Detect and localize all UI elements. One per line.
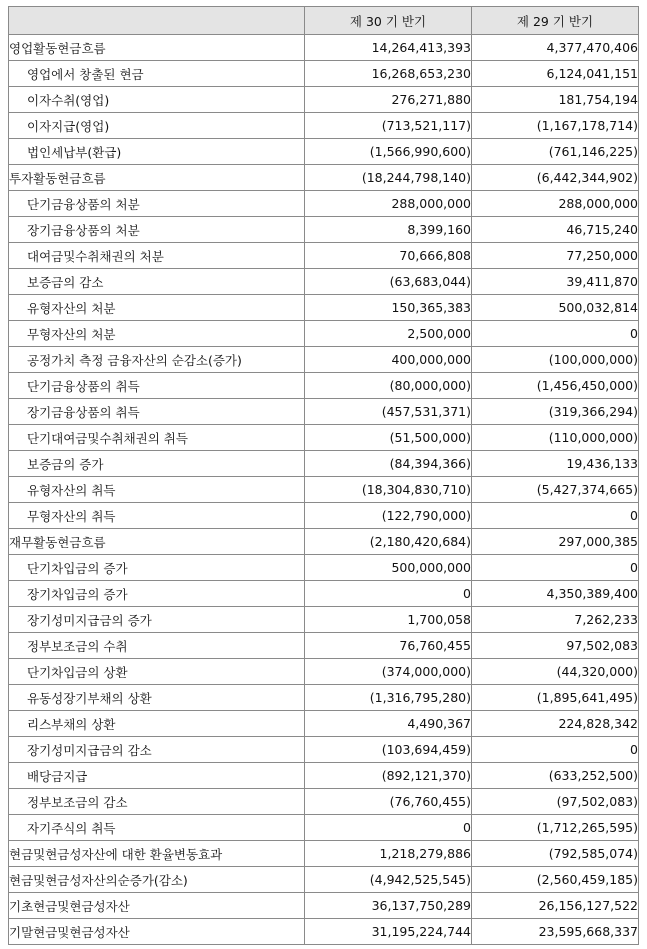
current-period-value: (2,180,420,684) xyxy=(305,529,472,555)
table-row xyxy=(9,139,639,165)
prior-period-value: 6,124,041,151 xyxy=(472,61,639,87)
current-period-value: 8,399,160 xyxy=(305,217,472,243)
prior-period-value: 181,754,194 xyxy=(472,87,639,113)
prior-period-value: 39,411,870 xyxy=(472,269,639,295)
current-period-value: 36,137,750,289 xyxy=(305,893,472,919)
current-period-value: 16,268,653,230 xyxy=(305,61,472,87)
table-row xyxy=(9,191,639,217)
prior-period-value: (100,000,000) xyxy=(472,347,639,373)
table-row xyxy=(9,737,639,763)
row-label: 장기성미지급금의 감소 xyxy=(9,737,305,763)
table-row xyxy=(9,425,639,451)
row-label: 단기대여금및수취채권의 취득 xyxy=(9,425,305,451)
prior-period-value: 4,377,470,406 xyxy=(472,35,639,61)
current-period-value: (713,521,117) xyxy=(305,113,472,139)
row-label: 유형자산의 취득 xyxy=(9,477,305,503)
current-period-value: 1,700,058 xyxy=(305,607,472,633)
row-label: 장기금융상품의 처분 xyxy=(9,217,305,243)
row-label: 장기성미지급금의 증가 xyxy=(9,607,305,633)
current-period-value: 14,264,413,393 xyxy=(305,35,472,61)
table-row xyxy=(9,321,639,347)
prior-period-value: 224,828,342 xyxy=(472,711,639,737)
current-period-value: (84,394,366) xyxy=(305,451,472,477)
prior-period-value: 0 xyxy=(472,503,639,529)
current-period-value: 400,000,000 xyxy=(305,347,472,373)
row-label: 투자활동현금흐름 xyxy=(9,165,305,191)
table-row xyxy=(9,919,639,945)
current-period-value: 0 xyxy=(305,581,472,607)
row-label: 배당금지급 xyxy=(9,763,305,789)
table-row xyxy=(9,581,639,607)
prior-period-value: 26,156,127,522 xyxy=(472,893,639,919)
prior-period-value: 4,350,389,400 xyxy=(472,581,639,607)
table-row xyxy=(9,659,639,685)
table-row xyxy=(9,789,639,815)
header-prior-period: 제 29 기 반기 xyxy=(472,7,639,35)
cash-flow-table xyxy=(8,6,639,945)
current-period-value: (457,531,371) xyxy=(305,399,472,425)
row-label: 기말현금및현금성자산 xyxy=(9,919,305,945)
prior-period-value: (5,427,374,665) xyxy=(472,477,639,503)
current-period-value: (80,000,000) xyxy=(305,373,472,399)
current-period-value: (18,304,830,710) xyxy=(305,477,472,503)
current-period-value: (63,683,044) xyxy=(305,269,472,295)
table-row xyxy=(9,217,639,243)
prior-period-value: 19,436,133 xyxy=(472,451,639,477)
current-period-value: 2,500,000 xyxy=(305,321,472,347)
current-period-value: (51,500,000) xyxy=(305,425,472,451)
table-row xyxy=(9,685,639,711)
prior-period-value: (1,456,450,000) xyxy=(472,373,639,399)
prior-period-value: (319,366,294) xyxy=(472,399,639,425)
table-row xyxy=(9,815,639,841)
row-label: 현금및현금성자산에 대한 환율변동효과 xyxy=(9,841,305,867)
prior-period-value: 0 xyxy=(472,321,639,347)
current-period-value: (76,760,455) xyxy=(305,789,472,815)
prior-period-value: 500,032,814 xyxy=(472,295,639,321)
table-row xyxy=(9,165,639,191)
table-row xyxy=(9,399,639,425)
row-label: 장기금융상품의 취득 xyxy=(9,399,305,425)
current-period-value: (1,316,795,280) xyxy=(305,685,472,711)
row-label: 법인세납부(환급) xyxy=(9,139,305,165)
row-label: 단기차입금의 증가 xyxy=(9,555,305,581)
current-period-value: 70,666,808 xyxy=(305,243,472,269)
prior-period-value: (1,167,178,714) xyxy=(472,113,639,139)
table-row xyxy=(9,451,639,477)
table-row xyxy=(9,243,639,269)
current-period-value: 4,490,367 xyxy=(305,711,472,737)
row-label: 리스부채의 상환 xyxy=(9,711,305,737)
prior-period-value: (44,320,000) xyxy=(472,659,639,685)
prior-period-value: (633,252,500) xyxy=(472,763,639,789)
table-row xyxy=(9,711,639,737)
table-row xyxy=(9,61,639,87)
row-label: 이자수취(영업) xyxy=(9,87,305,113)
current-period-value: 276,271,880 xyxy=(305,87,472,113)
prior-period-value: 7,262,233 xyxy=(472,607,639,633)
row-label: 재무활동현금흐름 xyxy=(9,529,305,555)
row-label: 기초현금및현금성자산 xyxy=(9,893,305,919)
header-row xyxy=(9,7,639,35)
prior-period-value: (1,712,265,595) xyxy=(472,815,639,841)
header-blank-cell xyxy=(9,7,305,35)
row-label: 유동성장기부채의 상환 xyxy=(9,685,305,711)
current-period-value: (1,566,990,600) xyxy=(305,139,472,165)
row-label: 단기차입금의 상환 xyxy=(9,659,305,685)
row-label: 정부보조금의 수취 xyxy=(9,633,305,659)
prior-period-value: 97,502,083 xyxy=(472,633,639,659)
row-label: 공정가치 측정 금융자산의 순감소(증가) xyxy=(9,347,305,373)
row-label: 영업에서 창출된 현금 xyxy=(9,61,305,87)
header-current-period: 제 30 기 반기 xyxy=(305,7,472,35)
table-row xyxy=(9,347,639,373)
current-period-value: 1,218,279,886 xyxy=(305,841,472,867)
table-row xyxy=(9,295,639,321)
current-period-value: (4,942,525,545) xyxy=(305,867,472,893)
current-period-value: 288,000,000 xyxy=(305,191,472,217)
current-period-value: 150,365,383 xyxy=(305,295,472,321)
prior-period-value: 0 xyxy=(472,555,639,581)
table-row xyxy=(9,503,639,529)
table-row xyxy=(9,529,639,555)
row-label: 대여금및수취채권의 처분 xyxy=(9,243,305,269)
row-label: 자기주식의 취득 xyxy=(9,815,305,841)
row-label: 현금및현금성자산의순증가(감소) xyxy=(9,867,305,893)
current-period-value: (374,000,000) xyxy=(305,659,472,685)
row-label: 단기금융상품의 처분 xyxy=(9,191,305,217)
table-row xyxy=(9,555,639,581)
cash-flow-statement xyxy=(8,6,639,945)
row-label: 무형자산의 취득 xyxy=(9,503,305,529)
prior-period-value: 46,715,240 xyxy=(472,217,639,243)
row-label: 유형자산의 처분 xyxy=(9,295,305,321)
table-row xyxy=(9,269,639,295)
prior-period-value: 288,000,000 xyxy=(472,191,639,217)
prior-period-value: 77,250,000 xyxy=(472,243,639,269)
prior-period-value: (110,000,000) xyxy=(472,425,639,451)
row-label: 무형자산의 처분 xyxy=(9,321,305,347)
current-period-value: (892,121,370) xyxy=(305,763,472,789)
prior-period-value: (1,895,641,495) xyxy=(472,685,639,711)
row-label: 장기차입금의 증가 xyxy=(9,581,305,607)
current-period-value: (122,790,000) xyxy=(305,503,472,529)
current-period-value: (103,694,459) xyxy=(305,737,472,763)
table-row xyxy=(9,607,639,633)
prior-period-value: 0 xyxy=(472,737,639,763)
prior-period-value: (2,560,459,185) xyxy=(472,867,639,893)
row-label: 보증금의 감소 xyxy=(9,269,305,295)
row-label: 정부보조금의 감소 xyxy=(9,789,305,815)
current-period-value: 76,760,455 xyxy=(305,633,472,659)
prior-period-value: (761,146,225) xyxy=(472,139,639,165)
row-label: 보증금의 증가 xyxy=(9,451,305,477)
current-period-value: 31,195,224,744 xyxy=(305,919,472,945)
prior-period-value: (792,585,074) xyxy=(472,841,639,867)
current-period-value: (18,244,798,140) xyxy=(305,165,472,191)
table-row xyxy=(9,477,639,503)
table-row xyxy=(9,763,639,789)
table-body xyxy=(9,35,639,945)
table-row xyxy=(9,893,639,919)
row-label: 이자지급(영업) xyxy=(9,113,305,139)
current-period-value: 500,000,000 xyxy=(305,555,472,581)
prior-period-value: (6,442,344,902) xyxy=(472,165,639,191)
row-label: 단기금융상품의 취득 xyxy=(9,373,305,399)
row-label: 영업활동현금흐름 xyxy=(9,35,305,61)
prior-period-value: 297,000,385 xyxy=(472,529,639,555)
current-period-value: 0 xyxy=(305,815,472,841)
table-row xyxy=(9,35,639,61)
table-row xyxy=(9,867,639,893)
table-row xyxy=(9,87,639,113)
table-row xyxy=(9,633,639,659)
prior-period-value: 23,595,668,337 xyxy=(472,919,639,945)
table-row xyxy=(9,373,639,399)
table-row xyxy=(9,113,639,139)
table-row xyxy=(9,841,639,867)
prior-period-value: (97,502,083) xyxy=(472,789,639,815)
